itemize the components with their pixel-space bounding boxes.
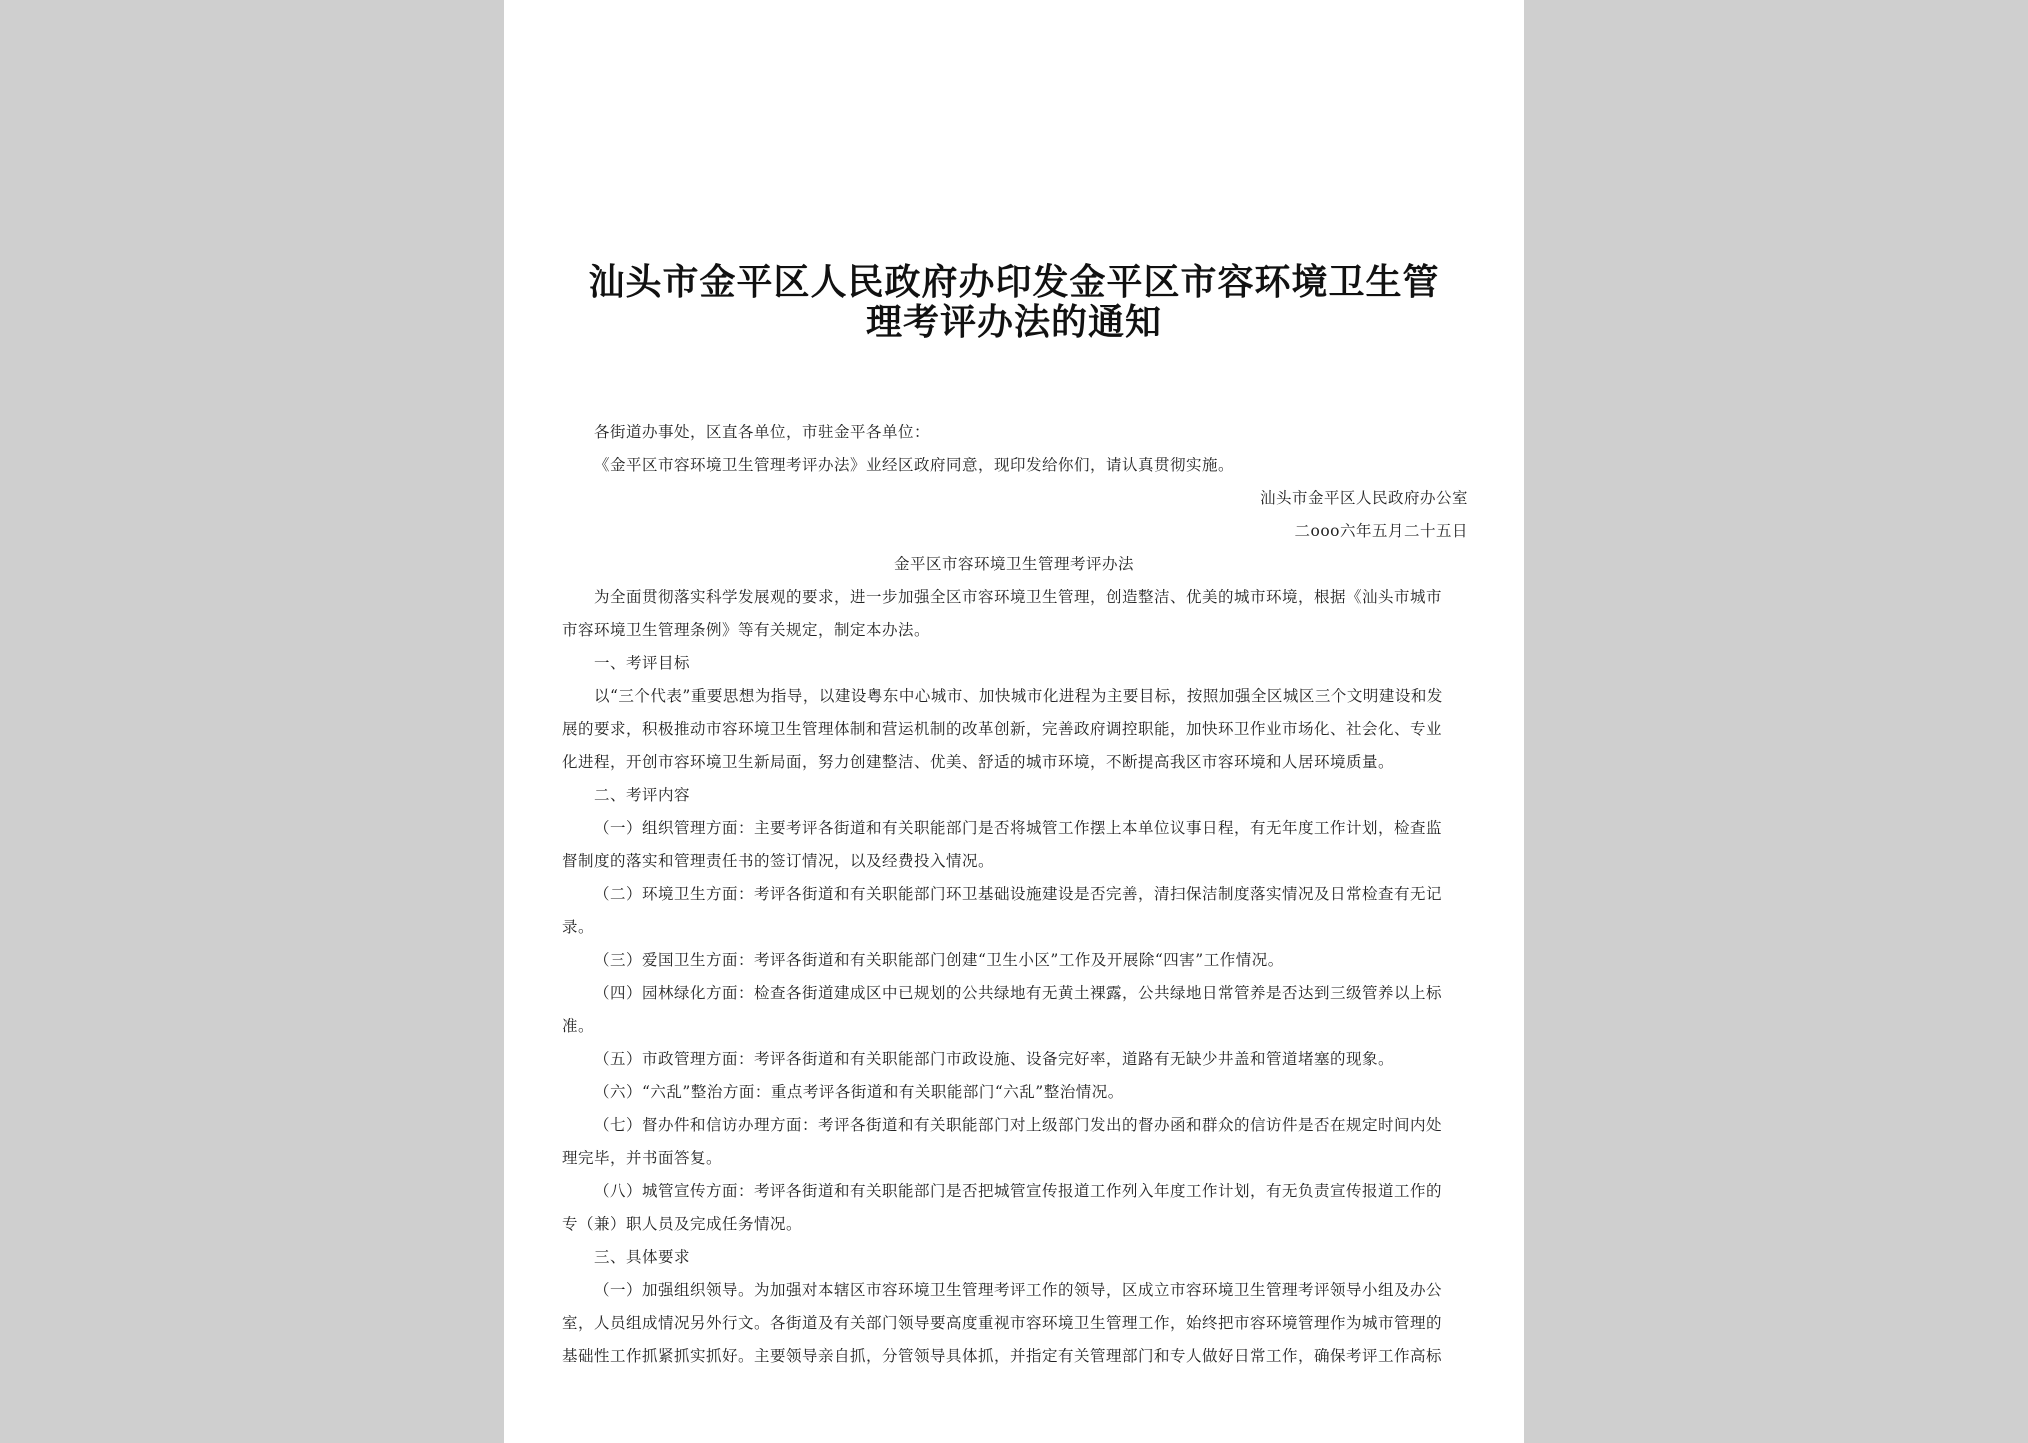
issuer: 汕头市金平区人民政府办公室 xyxy=(1259,489,1468,507)
body-line: 准。 xyxy=(562,1017,595,1035)
body-line: 以“三个代表”重要思想为指导，以建设粤东中心城市、加快城市化进程为主要目标，按照加强全区城区三个文明建设和发 xyxy=(594,687,1443,705)
body-line: 基础性工作抓紧抓实抓好。主要领导亲自抓，分管领导具体抓，并指定有关管理部门和专人做好日常工作，确保考评工作高标 xyxy=(562,1347,1443,1365)
body-line: 市容环境卫生管理条例》等有关规定，制定本办法。 xyxy=(562,621,931,639)
body-line: （七）督办件和信访办理方面：考评各街道和有关职能部门对上级部门发出的督办函和群众的信访件是否在规定时间内处 xyxy=(594,1116,1443,1134)
body-line: 理完毕，并书面答复。 xyxy=(562,1149,723,1167)
body-line: （八）城管宣传方面：考评各街道和有关职能部门是否把城管宣传报道工作列入年度工作计划，有无负责宣传报道工作的 xyxy=(594,1182,1443,1200)
body-line: 化进程，开创市容环境卫生新局面，努力创建整洁、优美、舒适的城市环境，不断提高我区市容环境和人居环境质量。 xyxy=(562,753,1395,771)
body-line: 为全面贯彻落实科学发展观的要求，进一步加强全区市容环境卫生管理，创造整洁、优美的城市环境，根据《汕头市城市 xyxy=(594,588,1443,606)
body-line: 专（兼）职人员及完成任务情况。 xyxy=(562,1215,803,1233)
section-heading: 二、考评内容 xyxy=(594,786,691,804)
issue-date: 二ooo六年五月二十五日 xyxy=(1294,522,1468,540)
body-line: （三）爱国卫生方面：考评各街道和有关职能部门创建“卫生小区”工作及开展除“四害”工作情况。 xyxy=(594,951,1284,969)
section-heading: 一、考评目标 xyxy=(594,654,691,672)
body-line: 录。 xyxy=(562,918,595,936)
body-line: （五）市政管理方面：考评各街道和有关职能部门市政设施、设备完好率，道路有无缺少井盖和管道堵塞的现象。 xyxy=(594,1050,1395,1068)
body-line: （四）园林绿化方面：检查各街道建成区中已规划的公共绿地有无黄土裸露，公共绿地日常管养是否达到三级管养以上标 xyxy=(594,984,1443,1002)
body-line: （二）环境卫生方面：考评各街道和有关职能部门环卫基础设施建设是否完善，清扫保洁制度落实情况及日常检查有无记 xyxy=(594,885,1443,903)
body-line: 室，人员组成情况另外行文。各街道及有关部门领导要高度重视市容环境卫生管理工作，始终把市容环境管理作为城市管理的 xyxy=(562,1314,1443,1332)
measures-subtitle: 金平区市容环境卫生管理考评办法 xyxy=(893,555,1134,573)
document-title-line1: 汕头市金平区人民政府办印发金平区市容环境卫生管 xyxy=(588,261,1440,303)
body-line: （一）加强组织领导。为加强对本辖区市容环境卫生管理考评工作的领导，区成立市容环境卫生管理考评领导小组及办公 xyxy=(594,1281,1443,1299)
body-line: （六）“六乱”整治方面：重点考评各街道和有关职能部门“六乱”整治情况。 xyxy=(594,1083,1124,1101)
document-title-line2: 理考评办法的通知 xyxy=(865,301,1162,343)
salutation: 各街道办事处，区直各单位，市驻金平各单位： xyxy=(594,423,931,441)
intro-paragraph: 《金平区市容环境卫生管理考评办法》业经区政府同意，现印发给你们，请认真贯彻实施。 xyxy=(594,456,1235,474)
body-line: （一）组织管理方面：主要考评各街道和有关职能部门是否将城管工作摆上本单位议事日程，有无年度工作计划，检查监 xyxy=(594,819,1443,837)
body-line: 展的要求，积极推动市容环境卫生管理体制和营运机制的改革创新，完善政府调控职能，加快环卫作业市场化、社会化、专业 xyxy=(562,720,1443,738)
body-line: 督制度的落实和管理责任书的签订情况，以及经费投入情况。 xyxy=(562,852,995,870)
section-heading: 三、具体要求 xyxy=(594,1248,691,1266)
document-page xyxy=(504,0,1524,1443)
